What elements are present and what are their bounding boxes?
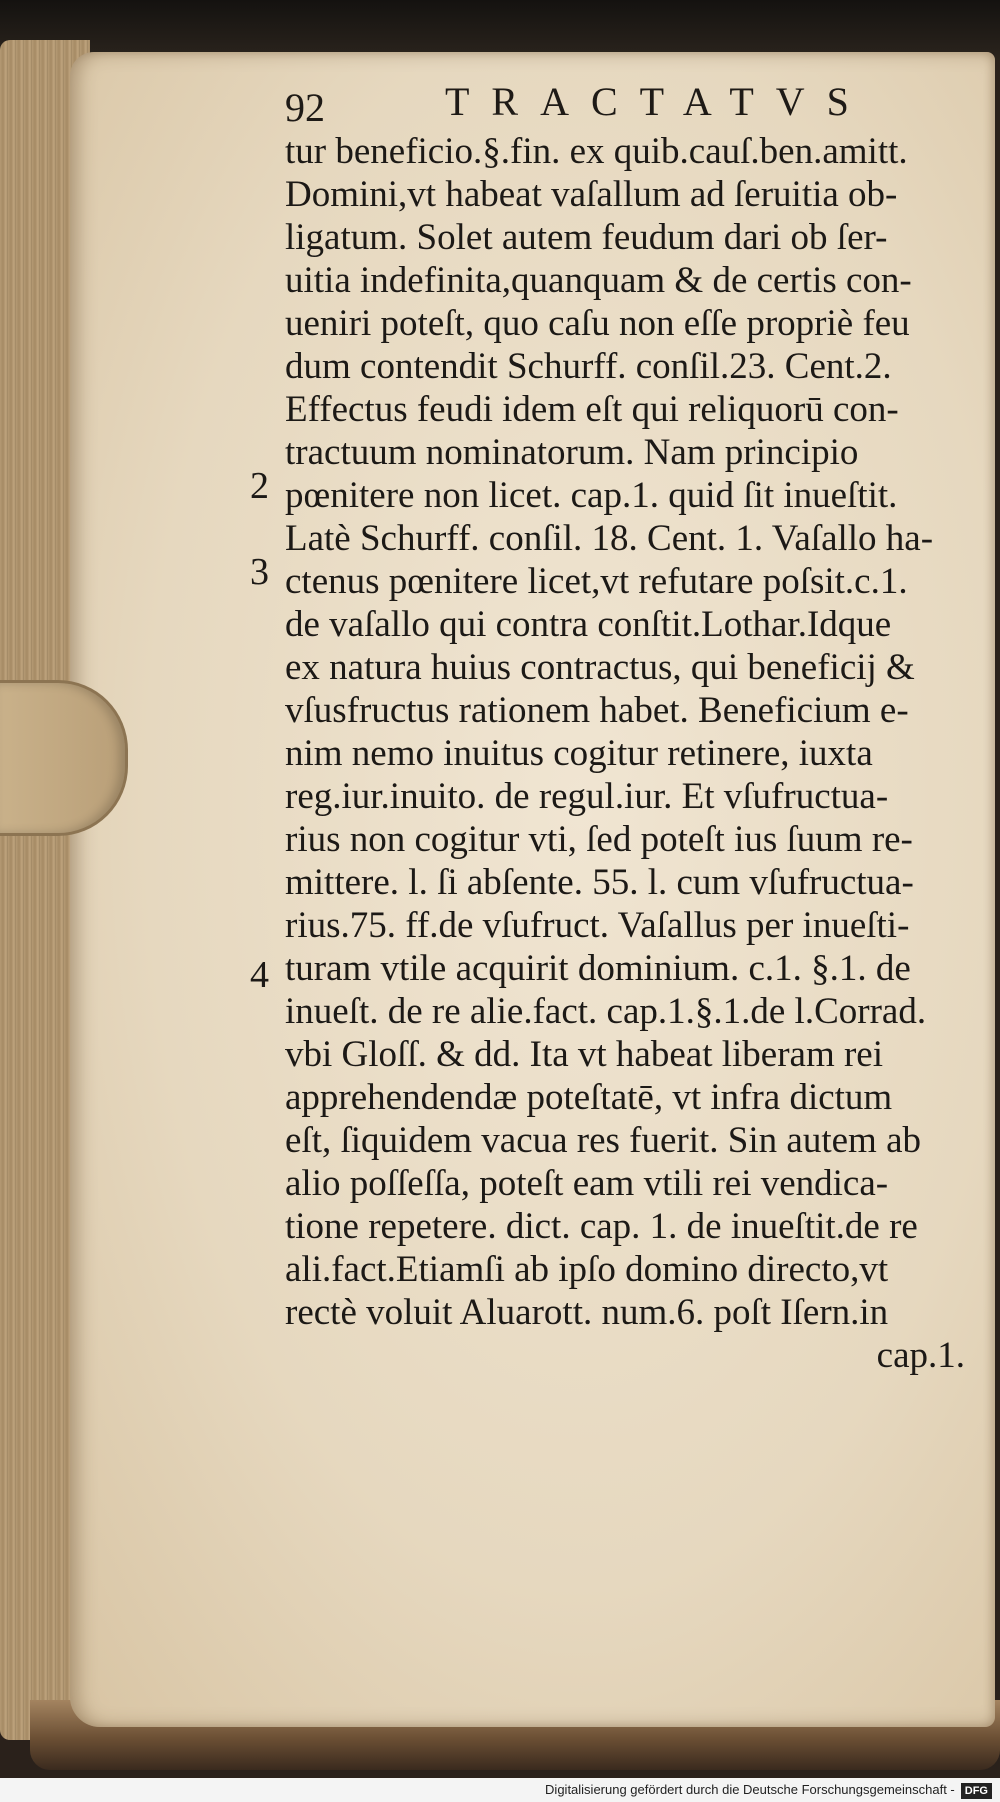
text-line: rectè voluit Aluarott. num.6. poſt Iſern.in — [285, 1292, 889, 1333]
running-title: TRACTATVS — [445, 79, 871, 124]
text-line: Effectus feudi idem eſt qui reliquorū con- — [285, 389, 899, 430]
text-line: ligatum. Solet autem feudum dari ob ſer- — [285, 217, 888, 258]
text-line: vbi Gloſſ. & dd. Ita vt habeat liberam rei — [285, 1034, 883, 1075]
text-line: rius.75. ff.de vſufruct. Vaſallus per inueſti- — [285, 905, 910, 946]
text-line: ueniri poteſt, quo caſu non eſſe propriè feu — [285, 303, 910, 344]
text-line: uitia indefinita,quanquam & de certis con- — [285, 260, 912, 301]
footer-credit — [0, 1778, 1000, 1802]
catchword: cap.1. — [876, 1335, 965, 1376]
text-line: de vaſallo qui contra conſtit.Lothar.Idque — [285, 604, 892, 645]
text-line: nim nemo inuitus cogitur retinere, iuxta — [285, 733, 873, 774]
text-line: rius non cogitur vti, ſed poteſt ius ſuum re- — [285, 819, 913, 860]
text-line: reg.iur.inuito. de regul.iur. Et vſufructua- — [285, 776, 889, 817]
margin-number-2: 2 — [250, 465, 269, 507]
text-line: ex natura huius contractus, qui beneficij & — [285, 647, 915, 688]
margin-number-4: 4 — [250, 954, 269, 996]
text-line: ali.fact.Etiamſi ab ipſo domino directo,vt — [285, 1249, 889, 1290]
text-line: inueſt. de re alie.fact. cap.1.§.1.de l.Corrad. — [285, 991, 927, 1032]
text-line: eſt, ſiquidem vacua res fuerit. Sin autem ab — [285, 1120, 921, 1161]
running-head — [285, 78, 871, 130]
page-number: 92 — [285, 85, 325, 130]
text-line: mittere. l. ſi abſente. 55. l. cum vſufructua- — [285, 862, 914, 903]
margin-number-3: 3 — [250, 551, 269, 593]
text-line: pœnitere non licet. cap.1. quid ſit inueſtit. — [285, 475, 898, 516]
text-line: ctenus pœnitere licet,vt refutare poſsit.c.1. — [285, 561, 908, 602]
text-line: Domini,vt habeat vaſallum ad ſeruitia ob- — [285, 174, 898, 215]
text-line: apprehendendæ poteſtatē, vt infra dictum — [285, 1077, 893, 1118]
text-line: tur beneficio.§.fin. ex quib.cauſ.ben.amitt. — [285, 131, 908, 172]
dfg-logo: DFG — [961, 1783, 992, 1799]
text-line: Latè Schurff. conſil. 18. Cent. 1. Vaſallo ha- — [285, 518, 934, 559]
body-text — [285, 130, 975, 1377]
text-line: tione repetere. dict. cap. 1. de inueſtit.de re — [285, 1206, 918, 1247]
book-clasp — [0, 680, 128, 836]
text-line: turam vtile acquirit dominium. c.1. §.1. de — [285, 948, 911, 989]
text-line: alio poſſeſſa, poteſt eam vtili rei vendica- — [285, 1163, 889, 1204]
footer-credit-text: Digitalisierung gefördert durch die Deutsche Forschungsgemeinschaft - — [545, 1782, 955, 1797]
background-top — [0, 0, 1000, 60]
text-line: vſusfructus rationem habet. Beneficium e- — [285, 690, 909, 731]
text-line: tractuum nominatorum. Nam principio — [285, 432, 859, 473]
text-line: dum contendit Schurff. conſil.23. Cent.2. — [285, 346, 892, 387]
